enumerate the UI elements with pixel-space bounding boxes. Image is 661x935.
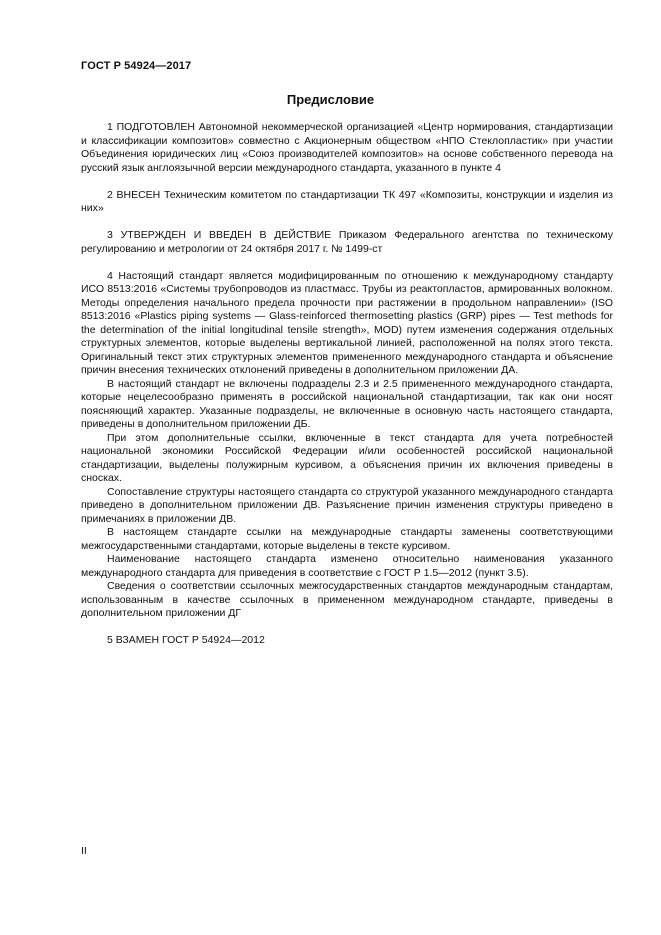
paragraph-title-changed: Наименование настоящего стандарта изменено относительно наименования указанного международного стандарта для приведения в соответствие с ГОСТ Р 1.5—2012 (пункт 3.5). (81, 553, 613, 579)
paragraph-introduced-by: 2 ВНЕСЕН Техническим комитетом по стандартизации ТК 497 «Композиты, конструкции и изделия из них» (81, 188, 613, 214)
page-number: II (81, 845, 87, 857)
paragraph-modification: 4 Настоящий стандарт является модифицированным по отношению к международному стандарту ИСО 8513:2016 «Системы трубопроводов из пластмасс. Трубы из реактопластов, армированных волокном. Методы определения начального предела прочности при растяжении в продольном направлении» (ISO 8513:2016 «Plastics piping systems — Glass-reinforced thermosetting plastics (GRP) pipes — Test methods for the determination of the initial longitudinal tensile strength», MOD) путем изменения содержания отдельных структурных элементов, которые выделены вертикальной линией, расположенной на полях этого текста. Оригинальный текст этих структурных элементов примененного международного стандарта и объяснение причин внесения технических отклонений приведены в дополнительном приложении ДА. (81, 269, 613, 376)
paragraph-references-replaced: В настоящем стандарте ссылки на международные стандарты заменены соответствующими межгосударственными стандартами, которые выделены в тексте курсивом. (81, 526, 613, 552)
paragraph-additional-references: При этом дополнительные ссылки, включенные в текст стандарта для учета потребностей национальной экономики Российской Федерации и/или особенностей российской национальной стандартизации, выделены полужирным курсивом, а объяснения причин их включения приведены в сносках. (81, 431, 613, 484)
paragraph-excluded-subsections: В настоящий стандарт не включены подразделы 2.3 и 2.5 примененного международного стандарта, которые нецелесообразно применять в российской национальной стандартизации, так как они носят поясняющий характер. Указанные подразделы, не включенные в основную часть настоящего стандарта, приведены в дополнительном приложении ДБ. (81, 377, 613, 430)
paragraph-reference-compliance: Сведения о соответствии ссылочных межгосударственных стандартов международным стандартам, использованным в качестве ссылочных в примененном международном стандарте, приведены в дополнительном приложении ДГ (81, 580, 613, 619)
paragraph-replaces: 5 ВЗАМЕН ГОСТ Р 54924—2012 (107, 634, 265, 646)
page-title: Предисловие (286, 92, 375, 107)
paragraph-structure-comparison: Сопоставление структуры настоящего стандарта со структурой указанного международного стандарта приведено в дополнительном приложении ДВ. Разъяснение причин изменения структуры приведено в примечаниях в приложении ДВ. (81, 485, 613, 525)
foreword-body (81, 121, 613, 648)
paragraph-prepared-by: 1 ПОДГОТОВЛЕН Автономной некоммерческой организацией «Центр нормирования, стандартизации и классификации композитов» совместно с Акционерным обществом «НПО Стеклопластик» при участии Объединения юридических лиц «Союз производителей композитов» на основе собственного перевода на русский язык англоязычной версии международного стандарта, указанного в пункте 4 (81, 121, 613, 174)
paragraph-approved: 3 УТВЕРЖДЕН И ВВЕДЕН В ДЕЙСТВИЕ Приказом Федерального агентства по техническому регулированию и метрологии от 24 октября 2017 г. № 1499-ст (81, 229, 613, 255)
document-code-header: ГОСТ Р 54924—2017 (81, 60, 192, 72)
